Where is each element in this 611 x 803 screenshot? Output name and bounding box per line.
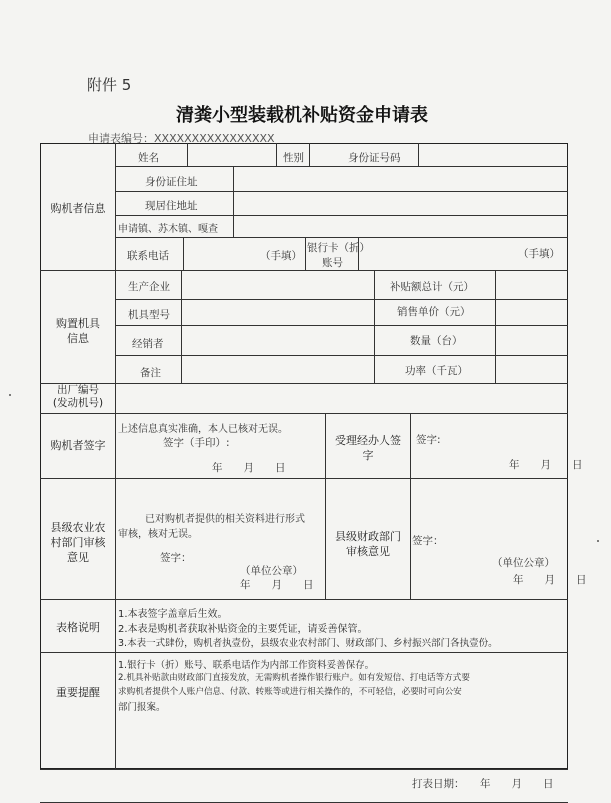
handler-date: 年 月 日 <box>509 459 583 471</box>
label-id-number: 身份证号码 <box>348 152 401 164</box>
divider <box>410 413 411 599</box>
label-name: 姓名 <box>138 152 159 164</box>
divider <box>495 270 496 383</box>
divider <box>115 166 568 167</box>
label-bank-card: 银行卡（折） <box>307 242 370 254</box>
label-remarks: 备注 <box>140 367 161 379</box>
divider <box>40 652 568 653</box>
section-label-reminder: 重要提醒 <box>56 686 100 699</box>
finance-seal: （单位公章） <box>492 557 555 569</box>
label-location: 申请镇、苏木镇、嘎查 <box>118 224 218 235</box>
review-date: 年 月 日 <box>240 579 314 591</box>
label-current-address: 现居住地址 <box>145 200 198 212</box>
divider <box>181 270 182 383</box>
signature-sign: 签字（手印）: <box>163 437 230 449</box>
application-number: 申请表编号：XXXXXXXXXXXXXXXX <box>88 132 275 145</box>
label-phone: 联系电话 <box>127 250 169 262</box>
divider <box>40 413 568 414</box>
handler-label-line1: 受理经办人签 <box>335 434 401 447</box>
note-line-3: 3.本表一式肆份，购机者执壹份，县级农业农村部门、财政部门、乡村振兴部门各执壹份。 <box>118 638 498 649</box>
serial-line1: 出厂编号 <box>57 384 99 396</box>
handler-label-line2: 字 <box>362 449 374 462</box>
divider <box>115 299 568 300</box>
reminder-line-4: 部门报案。 <box>118 702 166 713</box>
divider <box>40 383 568 384</box>
review-seal: （单位公章） <box>240 565 303 577</box>
fill-date-label: 打表日期： <box>412 778 465 790</box>
serial-line2: (发动机号) <box>52 397 104 409</box>
handler-label <box>328 433 408 463</box>
divider <box>374 270 375 383</box>
label-unit-price: 销售单价（元） <box>397 306 471 318</box>
review-label-line2: 村部门审核 <box>50 536 106 549</box>
section-label-buyer: 购机者信息 <box>50 202 106 215</box>
divider <box>418 143 419 166</box>
divider <box>115 325 568 326</box>
finance-label-line2: 审核意见 <box>346 545 390 558</box>
divider <box>183 237 184 270</box>
section-label-machine-line2: 信息 <box>67 332 89 345</box>
divider <box>40 769 568 770</box>
label-manufacturer: 生产企业 <box>128 281 170 293</box>
divider <box>40 599 568 600</box>
divider <box>187 143 188 166</box>
form-title: 清粪小型装载机补贴资金申请表 <box>176 105 428 126</box>
divider <box>115 355 568 356</box>
finance-sign: 签字： <box>412 535 444 547</box>
review-statement: 已对购机者提供的相关资料进行形式 <box>145 514 305 525</box>
bank-hint: （手填） <box>518 248 560 260</box>
divider <box>40 478 568 479</box>
label-dealer: 经销者 <box>132 338 164 350</box>
divider <box>305 237 306 270</box>
phone-hint: （手填） <box>260 250 302 262</box>
note-line-1: 1.本表签字盖章后生效。 <box>118 609 228 620</box>
reminder-line-1: 1.银行卡（折）账号、联系电话作为内部工作资料妥善保存。 <box>118 660 375 671</box>
handler-sign: 签字: <box>416 434 441 446</box>
finance-date: 年 月 日 <box>513 574 587 586</box>
divider <box>325 413 326 599</box>
section-label-serial <box>42 384 114 410</box>
label-quantity: 数量（台） <box>410 335 463 347</box>
reminder-line-3: 求购机者提供个人账户信息、付款、转账等或进行相关操作的，不可轻信，必要时可向公安 <box>118 687 462 697</box>
review-sign: 签字： <box>160 552 192 564</box>
fill-date-value: 年 月 日 <box>480 778 554 790</box>
finance-label-line1: 县级财政部门 <box>335 530 401 543</box>
attachment-label: 附件 5 <box>87 76 132 94</box>
label-subsidy-total: 补贴额总计（元） <box>390 281 474 293</box>
finance-label <box>328 529 408 559</box>
divider <box>115 215 568 216</box>
label-gender: 性别 <box>283 152 304 164</box>
divider <box>309 143 310 166</box>
label-power: 功率（千瓦） <box>405 365 468 377</box>
section-label-machine <box>46 316 110 346</box>
review-label-line1: 县级农业农 <box>50 521 106 534</box>
section-label-notes: 表格说明 <box>56 621 100 634</box>
divider <box>40 270 568 271</box>
section-label-signature: 购机者签字 <box>50 439 106 452</box>
signature-statement: 上述信息真实准确，本人已核对无误。 <box>118 424 288 435</box>
label-account: 账号 <box>322 257 343 269</box>
review-label-line3: 意见 <box>67 551 89 564</box>
divider <box>233 166 234 237</box>
scan-speck <box>9 394 11 396</box>
label-id-address: 身份证住址 <box>145 176 198 188</box>
label-model: 机具型号 <box>128 309 170 321</box>
scan-speck <box>597 540 599 542</box>
reminder-line-2: 2.机具补贴款由财政部门直接发放，无需购机者操作银行账户。如有发短信、打电话等方式要 <box>118 673 470 683</box>
divider <box>115 191 568 192</box>
note-line-2: 2.本表是购机者获取补贴资金的主要凭证，请妥善保管。 <box>118 624 368 635</box>
section-label-machine-line1: 购置机具 <box>56 317 100 330</box>
review-statement2: 审核，核对无误。 <box>118 529 198 540</box>
signature-date: 年 月 日 <box>212 462 286 474</box>
section-label-review <box>44 520 112 565</box>
divider <box>276 143 277 166</box>
